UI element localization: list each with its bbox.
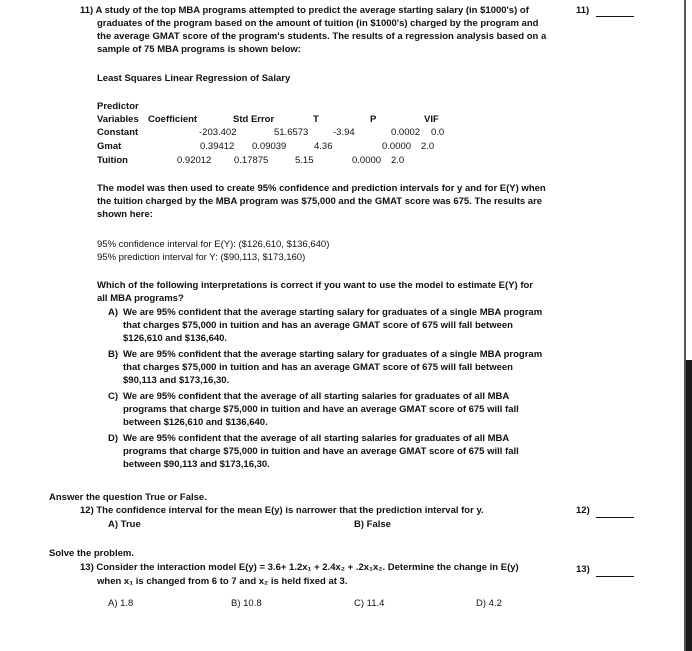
q13-option-c[interactable]: C) 11.4	[354, 598, 385, 609]
row-variable: Tuition	[97, 155, 128, 166]
option-letter: C)	[108, 391, 119, 402]
row-std-error: 51.6573	[274, 127, 309, 138]
row-std-error: 0.09039	[252, 141, 287, 152]
option-line: $126,610 and $136,640.	[123, 333, 228, 344]
tf-section-heading: Answer the question True or False.	[49, 492, 207, 503]
regression-title: Least Squares Linear Regression of Salary	[97, 73, 291, 84]
row-coefficient: 0.39412	[200, 141, 235, 152]
q12-answer-blank[interactable]	[596, 517, 634, 518]
q13-answer-blank[interactable]	[596, 576, 634, 577]
q12-option-false[interactable]: B) False	[354, 519, 391, 530]
row-vif: 2.0	[421, 141, 435, 152]
row-t: 5.15	[295, 155, 314, 166]
row-coefficient: -203.402	[199, 127, 237, 138]
q11-line-1: 11) A study of the top MBA programs attempted to predict the average starting salary (in $1000's) of	[80, 5, 529, 16]
option-line: between $90,113 and $173,16,30.	[123, 459, 270, 470]
option-letter: B)	[108, 349, 119, 360]
option-line: We are 95% confident that the average of all starting salaries for graduates of all MBA	[123, 391, 510, 402]
table-header-std-error: Std Error	[233, 114, 275, 125]
option-line: programs that charge $75,000 in tuition and have an average GMAT score of 675 will fall	[123, 446, 519, 457]
table-header-vif: VIF	[424, 114, 439, 125]
model-text-line-2: the tuition charged by the MBA program was $75,000 and the GMAT score was 675. The results are	[97, 196, 543, 207]
solve-section-heading: Solve the problem.	[49, 548, 134, 559]
q11-line-4: sample of 75 MBA programs is shown below:	[97, 44, 301, 55]
row-variable: Constant	[97, 127, 139, 138]
row-coefficient: 0.92012	[177, 155, 212, 166]
row-variable: Gmat	[97, 141, 122, 152]
q11-line-2: graduates of the program based on the amount of tuition (in $1000's) charged by the program and	[97, 18, 539, 29]
q11-number: 11)	[576, 5, 590, 16]
confidence-interval: 95% confidence interval for E(Y): ($126,610, $136,640)	[97, 239, 330, 250]
q13-line-2: when x₁ is changed from 6 to 7 and x₂ is held fixed at 3.	[97, 576, 348, 587]
q11-question-line-2: all MBA programs?	[97, 293, 184, 304]
row-p: 0.0000	[382, 141, 412, 152]
q11-question-line-1: Which of the following interpretations is correct if you want to use the model to estimate E(Y) for	[97, 280, 533, 291]
option-line: We are 95% confident that the average of all starting salaries for graduates of all MBA	[123, 433, 510, 444]
row-t: -3.94	[333, 127, 355, 138]
model-text-line-3: shown here:	[97, 209, 153, 220]
q11-answer-blank[interactable]	[596, 16, 634, 17]
row-p: 0.0000	[352, 155, 382, 166]
row-vif: 0.0	[431, 127, 445, 138]
option-letter: A)	[108, 307, 119, 318]
prediction-interval: 95% prediction interval for Y: ($90,113, $173,160)	[97, 252, 306, 263]
option-letter: D)	[108, 433, 119, 444]
option-line: that charges $75,000 in tuition and has an average GMAT score of 675 will fall between	[123, 362, 513, 373]
table-header-variables: Variables	[97, 114, 139, 125]
q12-number: 12)	[576, 505, 590, 516]
option-line: $90,113 and $173,16,30.	[123, 375, 230, 386]
q12-option-true[interactable]: A) True	[108, 519, 141, 530]
row-p: 0.0002	[391, 127, 421, 138]
option-line: We are 95% confident that the average starting salary for graduates of a single MBA program	[123, 307, 543, 318]
option-line: programs that charge $75,000 in tuition and have an average GMAT score of 675 will fall	[123, 404, 519, 415]
row-std-error: 0.17875	[234, 155, 269, 166]
q11-line-3: the average GMAT score of the program's students. The results of a regression analysis based on a	[97, 31, 547, 42]
page-edge-shadow	[686, 360, 692, 651]
option-line: that charges $75,000 in tuition and has an average GMAT score of 675 will fall between	[123, 320, 513, 331]
q13-number: 13)	[576, 564, 590, 575]
table-header-t: T	[313, 114, 319, 125]
model-text-line-1: The model was then used to create 95% confidence and prediction intervals for y and for E(Y) when	[97, 183, 546, 194]
row-vif: 2.0	[391, 155, 405, 166]
q13-line-1: 13) Consider the interaction model E(y) = 3.6+ 1.2x₁ + 2.4x₂ + .2x₁x₂. Determine the change in E(y)	[80, 562, 519, 573]
option-line: between $126,610 and $136,640.	[123, 417, 268, 428]
table-header-coefficient: Coefficient	[148, 114, 198, 125]
table-header-predictor: Predictor	[97, 101, 139, 112]
q13-option-b[interactable]: B) 10.8	[231, 598, 262, 609]
option-line: We are 95% confident that the average starting salary for graduates of a single MBA program	[123, 349, 543, 360]
q13-option-d[interactable]: D) 4.2	[476, 598, 502, 609]
q12-text: 12) The confidence interval for the mean E(y) is narrower that the prediction interval for y.	[80, 505, 484, 516]
row-t: 4.36	[314, 141, 333, 152]
table-header-p: P	[370, 114, 377, 125]
q13-option-a[interactable]: A) 1.8	[108, 598, 134, 609]
